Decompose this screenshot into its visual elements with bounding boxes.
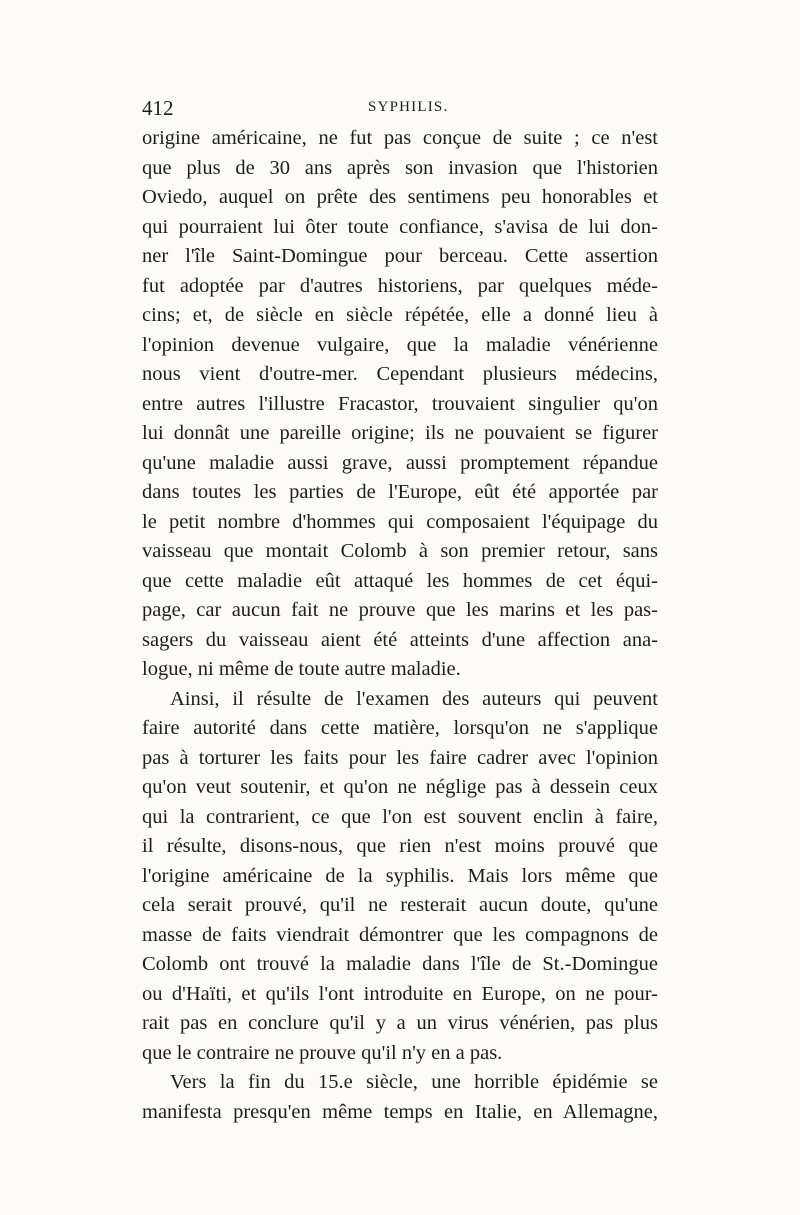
text-line: Vers la fin du 15.e siècle, une horrible épidémie se (170, 1071, 658, 1093)
text-line: manifesta presqu'en même temps en Italie, en Allemagne, (142, 1100, 658, 1123)
text-line: Colomb ont trouvé la maladie dans l'île de St.-Domingue (142, 953, 658, 975)
page-number: 412 (142, 96, 174, 120)
text-line: Ainsi, il résulte de l'examen des auteurs qui peuvent (170, 687, 658, 710)
text-line: ou d'Haïti, et qu'ils l'ont introduite en Europe, on ne pour- (142, 982, 658, 1005)
text-line: vaisseau que montait Colomb à son premier retour, sans (142, 540, 658, 562)
text-line: sagers du vaisseau aient été atteints d'une affection ana- (142, 628, 658, 651)
text-line: pas à torturer les faits pour les faire cadrer avec l'opinion (142, 746, 658, 769)
text-line: entre autres l'illustre Fracastor, trouvaient singulier qu'on (142, 392, 658, 415)
text-line: nous vient d'outre-mer. Cependant plusieurs médecins, (142, 363, 658, 385)
text-line: que plus de 30 ans après son invasion que l'historien (142, 156, 658, 179)
text-line: il résulte, disons-nous, que rien n'est moins prouvé que (142, 835, 658, 857)
text-line: lui donnât une pareille origine; ils ne pouvaient se figurer (142, 422, 658, 444)
text-line: fut adoptée par d'autres historiens, par quelques méde- (142, 274, 658, 297)
text-line: page, car aucun fait ne prouve que les marins et les pas- (142, 599, 658, 621)
text-line: que le contraire ne prouve qu'il n'y en a pas. (142, 1041, 503, 1064)
text-line: Oviedo, auquel on prête des sentimens peu honorables et (142, 186, 658, 208)
text-line: qu'une maladie aussi grave, aussi promptement répandue (142, 451, 658, 474)
text-line: cela serait prouvé, qu'il ne resterait aucun doute, qu'une (142, 894, 658, 916)
body-text (142, 124, 658, 1127)
text-line: que cette maladie eût attaqué les hommes de cet équi- (142, 569, 658, 592)
text-line: faire autorité dans cette matière, lorsqu'on ne s'applique (142, 717, 658, 739)
text-line: le petit nombre d'hommes qui composaient l'équipage du (142, 510, 658, 533)
page-header (142, 96, 658, 118)
text-line: masse de faits viendrait démontrer que les compagnons de (142, 923, 658, 946)
text-line: qui pourraient lui ôter toute confiance, s'avisa de lui don- (142, 215, 658, 238)
text-line: qu'on veut soutenir, et qu'on ne néglige pas à dessein ceux (142, 776, 658, 798)
text-line: l'origine américaine de la syphilis. Mais lors même que (142, 864, 658, 887)
text-line: qui la contrarient, ce que l'on est souvent enclin à faire, (142, 805, 658, 828)
text-line: origine américaine, ne fut pas conçue de suite ; ce n'est (142, 127, 658, 149)
running-head: SYPHILIS. (368, 99, 449, 115)
text-line: dans toutes les parties de l'Europe, eût été apportée par (142, 481, 658, 503)
text-line: l'opinion devenue vulgaire, que la maladie vénérienne (142, 333, 658, 356)
text-line: cins; et, de siècle en siècle répétée, elle a donné lieu à (142, 304, 658, 326)
text-line: ner l'île Saint-Domingue pour berceau. Cette assertion (142, 245, 658, 267)
text-line: rait pas en conclure qu'il y a un virus vénérien, pas plus (142, 1012, 658, 1034)
text-line: logue, ni même de toute autre maladie. (142, 658, 461, 680)
